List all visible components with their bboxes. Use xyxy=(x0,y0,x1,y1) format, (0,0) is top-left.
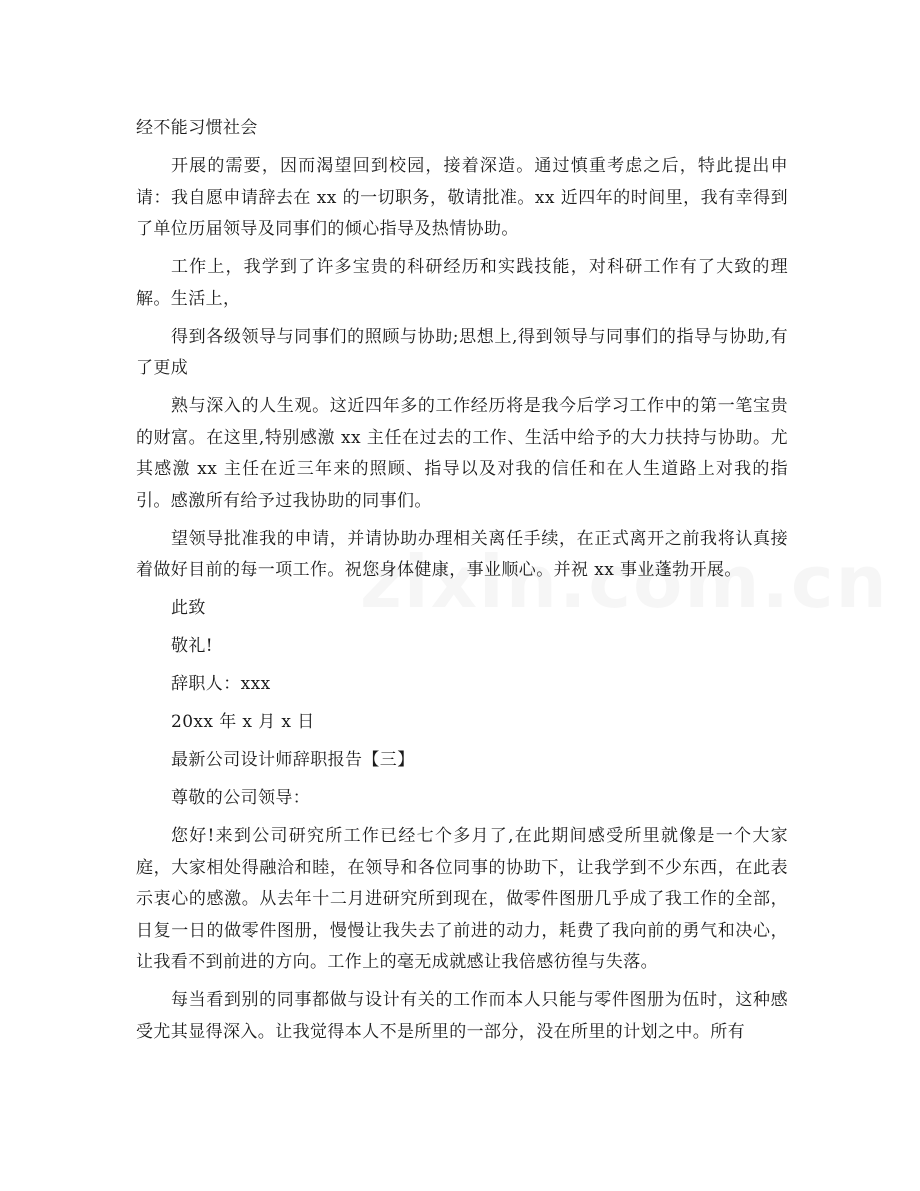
paragraph-6: 望领导批准我的申请，并请协助办理相关离任手续，在正式离开之前我将认真接着做好目前的每一项工作。祝您身体健康，事业顺心。并祝 xx 事业蓬勃开展。 xyxy=(136,528,788,580)
paragraph-4: 得到各级领导与同事们的照顾与协助;思想上,得到领导与同事们的指导与协助,有了更成 xyxy=(136,326,788,378)
document-body xyxy=(136,113,788,1055)
closing-regards: 敬礼! xyxy=(171,636,214,656)
closing-salutation: 此致 xyxy=(171,598,206,618)
signature-line: 辞职人：xxx xyxy=(171,674,271,694)
greeting: 尊敬的公司领导： xyxy=(171,788,311,808)
paragraph-3: 工作上，我学到了许多宝贵的科研经历和实践技能，对科研工作有了大致的理解。生活上， xyxy=(136,257,788,309)
paragraph-1: 经不能习惯社会 xyxy=(136,118,258,138)
paragraph-2: 开展的需要，因而渴望回到校园，接着深造。通过慎重考虑之后，特此提出申请：我自愿申请辞去在 xx 的一切职务，敬请批准。xx 近四年的时间里，我有幸得到了单位历届领导及同事们的倾心指导及热情协助。 xyxy=(136,156,788,239)
paragraph-5: 熟与深入的人生观。这近四年多的工作经历将是我今后学习工作中的第一笔宝贵的财富。在这里,特别感激 xx 主任在过去的工作、生活中给予的大力扶持与协助。尤其感激 xx 主任在近三年来的照顾、指导以及对我的信任和在人生道路上对我的指引。感激所有给予过我协助的同事们。 xyxy=(136,396,788,511)
paragraph-7: 您好!来到公司研究所工作已经七个多月了,在此期间感受所里就像是一个大家庭，大家相处得融洽和睦，在领导和各位同事的协助下，让我学到不少东西，在此表示衷心的感激。从去年十二月进研究所到现在，做零件图册几乎成了我工作的全部，日复一日的做零件图册，慢慢让我失去了前进的动力，耗费了我向前的勇气和决心，让我看不到前进的方向。工作上的毫无成就感让我倍感彷徨与失落。 xyxy=(136,826,788,972)
date-line: 20xx 年 x 月 x 日 xyxy=(171,712,315,732)
paragraph-8: 每当看到别的同事都做与设计有关的工作而本人只能与零件图册为伍时，这种感受尤其显得深入。让我觉得本人不是所里的一部分，没在所里的计划之中。所有 xyxy=(136,990,788,1042)
section-heading: 最新公司设计师辞职报告【三】 xyxy=(171,750,415,770)
